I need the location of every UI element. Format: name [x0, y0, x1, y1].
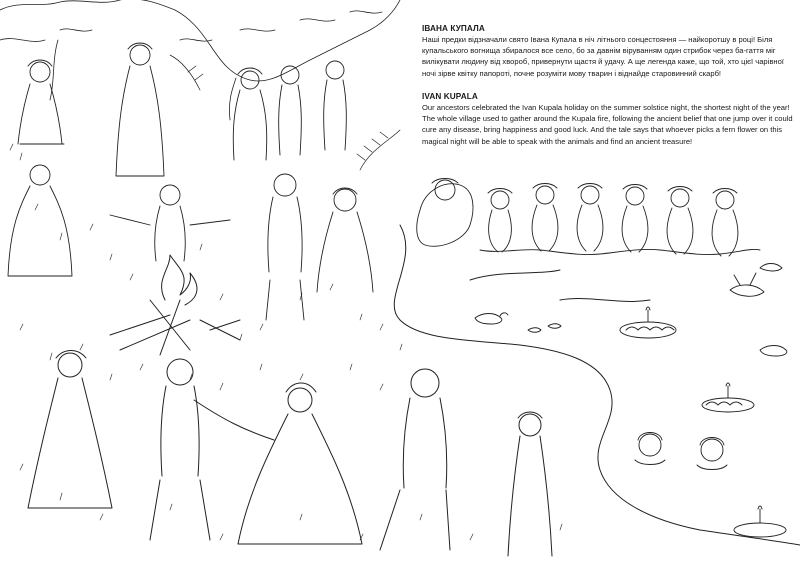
bonfire — [110, 255, 240, 355]
text-block-ukrainian — [422, 24, 796, 79]
grass-strokes — [10, 144, 562, 540]
title-english: IVAN KUPALA — [422, 92, 478, 101]
water-faces — [635, 433, 727, 470]
body-ukrainian: Наші предки відзначали свято Івана Купала в ніч літнього сонцестояння — найкоротшу в році! Біля купальського вогнища збиралося все село, бо за давнім віруванням один стрибок через ба-гаття міг вилікувати людину від хвороб, привернути щастя й удачу. А ще легенда каже, що той, хто цієї чарівної ночі зірве квітку папороті, почне розуміти мову тварин і віднайде старовинний скарб! — [422, 35, 784, 78]
tree-foliage — [0, 0, 400, 120]
floating-wreath — [620, 307, 786, 537]
round-dance — [28, 351, 552, 557]
title-ukrainian: ІВАНА КУПАЛА — [422, 24, 485, 33]
river-bank — [394, 225, 800, 545]
dancing-children — [110, 174, 373, 320]
villagers-group — [8, 43, 346, 276]
duck-group — [475, 264, 787, 357]
body-english: Our ancestors celebrated the Ivan Kupala holiday on the summer solstice night, the shortest night of the year! The whole village used to gather around the Kupala fire, following the ancient belief that one jump over it could cure any disease, bring happiness and good luck. And the tale says that whoever picks a fern flower on this magical night will be able to speak with the animals and find an ancient treasure! — [422, 103, 793, 146]
fern-plants — [170, 55, 400, 170]
text-block-english — [422, 92, 796, 147]
sitting-girls-group — [417, 179, 760, 257]
